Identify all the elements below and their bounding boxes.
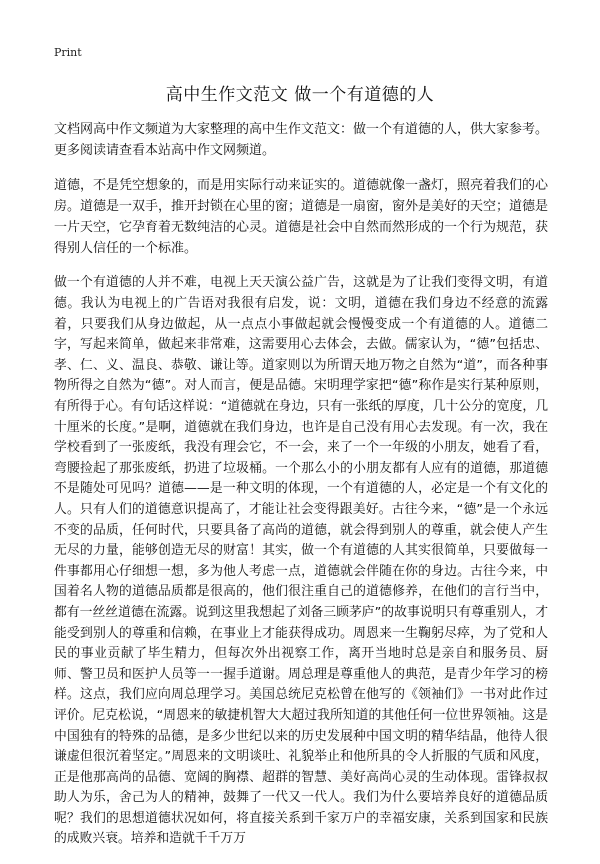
print-link[interactable]: Print: [54, 46, 82, 59]
body-paragraph: 做一个有道德的人并不难，电视上天天演公益广告，这就是为了让我们变得文明，有道德。我认为电视上的广告语对我很有启发，说：文明，道德在我们身边不经意的流露着，只要我们从身边做起，从一点点小事做起就会慢慢变成一个有道德的人。道德二字，写起来简单，做起来非常难，这需要用心去体会，去做。儒家认为，“德”包括忠、孝、仁、义、温良、恭敬、谦让等。道家则以为所谓天地万物之自然为“道”，而各种事物所得之自然为“德”。对人而言，便是品德。宋明理学家把“德”称作是实行某种原则，有所得于心。有句话这样说：“道德就在身边，只有一张纸的厚度，几十公分的宽度，几十厘米的长度。”是啊，道德就在我们身边，也许是自己没有用心去发现。有一次，我在学校看到了一张废纸，我没有理会它，不一会，来了一个一年级的小朋友，她看了看，弯腰捡起了那张废纸，扔进了垃圾桶。一个那么小的小朋友都有人应有的道德，那道德不是随处可见吗？道德——是一种文明的体现，一个有道德的人，必定是一个有文化的人。只有人们的道德意识提高了，才能让社会变得跟美好。古往今来，“德”是一个永远不变的品质，任何时代，只要具备了高尚的道德，就会得到别人的尊重，就会使人产生无尽的力量，能够创造无尽的财富！其实，做一个有道德的人其实很简单，只要做每一件事都用心仔细想一想，多为他人考虑一点，道德就会伴随在你的身边。古往今来，中国着名人物的道德品质都是很高的，他们很注重自己的道德修养，在他们的言行当中，都有一丝丝道德在流露。说到这里我想起了刘备三顾茅庐”的故事说明只有尊重别人，才能受到别人的尊重和信赖，在事业上才能获得成功。周恩来一生鞠躬尽瘁，为了党和人民的事业贡献了毕生精力，但每次外出视察工作，离开当地时总是亲自和服务员、厨师、警卫员和医护人员等一一握手道谢。周总理是尊重他人的典范，是青少年学习的榜样。这点，我们应向周总理学习。美国总统尼克松曾在他写的《领袖们》一书对此作过评价。尼克松说，“周恩来的敏捷机智大大超过我所知道的其他任何一位世界领袖。这是中国独有的特殊的品德，是多少世纪以来的历史发展种中国文明的精华结晶，他待人很谦虚但很沉着坚定。”周恩来的文明谈吐、礼貌举止和他所具的令人折服的气质和风度，正是他那高尚的品德、宽阔的胸襟、超群的智慧、美好高尚心灵的生动体现。雷锋叔叔助人为乐，舍己为人的精神，鼓舞了一代又一代人。我们为什么要培养良好的道德品质呢？我们的思想道德状况如何，将直接关系到千家万户的幸福安康，关系到国家和民族的成败兴衰。培养和造就千千万万: [54, 275, 548, 847]
intro-paragraph: 文档网高中作文频道为大家整理的高中生作文范文：做一个有道德的人，供大家参考。更多阅读请查看本站高中作文网频道。: [54, 122, 549, 158]
article-body: [54, 120, 548, 864]
body-paragraph: 道德，不是凭空想象的，而是用实际行动来证实的。道德就像一盏灯，照亮着我们的心房。道德是一双手，推开封锁在心里的窗；道德是一扇窗，窗外是美好的天空；道德是一片天空，它孕育着无数纯洁的心灵。道德是社会中自然而然形成的一个行为规范，获得别人信任的一个标准。: [54, 177, 549, 256]
page-title: 高中生作文范文 做一个有道德的人: [165, 85, 435, 105]
